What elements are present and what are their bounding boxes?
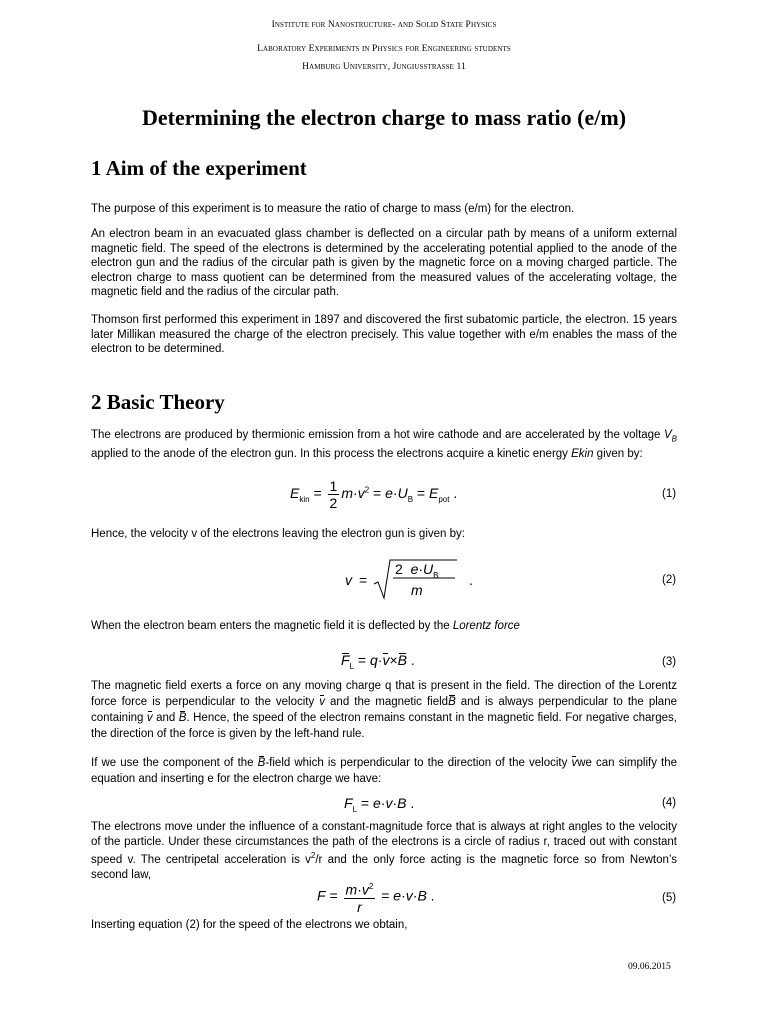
header-laboratory: Laboratory Experiments in Physics for Engineering students — [257, 44, 511, 54]
equation-5-number: (5) — [662, 892, 677, 904]
theory-paragraph-3: When the electron beam enters the magnetic field it is deflected by the Lorentz force — [91, 620, 520, 632]
aim-paragraph-3: Thomson first performed this experiment in 1897 and discovered the first subatomic particle, the electron. 15 years later Millikan measured the charge of the electron precisely. This value together with e/m enables the mass of the electron to be determined. — [91, 314, 677, 356]
equation-4: $F_L = e\cdot v\cdot B$ . — [344, 795, 415, 814]
equation-2-number: (2) — [662, 574, 677, 586]
section-1-heading: 1 Aim of the experiment — [91, 156, 307, 180]
equation-3-number: (3) — [662, 656, 677, 668]
header-institute: Institute for Nanostructure- and Solid State Physics — [271, 20, 497, 30]
equation-3: $F_L = q\cdot v\times B$ . — [341, 652, 415, 671]
aim-paragraph-1: The purpose of this experiment is to measure the ratio of charge to mass (e/m) for the electron. — [91, 203, 575, 215]
theory-paragraph-5: If we use the component of the B-field which is perpendicular to the direction of the velocity vwe can simplify the equation and inserting e for the electron charge we have: — [91, 757, 678, 785]
page-title: Determining the electron charge to mass ratio (e/m) — [141, 105, 627, 130]
theory-paragraph-2: Hence, the velocity v of the electrons leaving the electron gun is given by: — [91, 528, 465, 540]
theory-paragraph-1: The electrons are produced by thermionic emission from a hot wire cathode and are accelerated by the voltage $V_B$ applied to the anode of the electron gun. In this process the electrons acquire a kinetic energy Ekin given by: — [91, 429, 677, 460]
aim-paragraph-2: An electron beam in an evacuated glass chamber is deflected on a circular path by means of a uniform external magnetic field. The speed of the electrons is determined by the accelerating potential applied to the anode of the electron gun and the radius of the circular path is given by the magnetic force on a moving charged particle. The electron charge to mass quotient can be determined from the measured values of the accelerating voltage, the magnetic field and the radius of the circular path. — [91, 228, 677, 299]
equation-5: F = $\frac{m\cdot v^2}{r}$ = e·v·B . — [317, 879, 435, 915]
theory-paragraph-6: The electrons move under the influence of a constant-magnitude force that is always at right angles to the velocity of the particle. Under these circumstances the path of the electrons is a circle of radius r, traced out with constant speed v. The centripetal acceleration is $v^2/r$ and the only force acting is the magnetic force so from Newton’s second law, — [91, 821, 677, 881]
equation-4-number: (4) — [662, 797, 677, 809]
theory-paragraph-4: The magnetic field exerts a force on any moving charge q that is present in the field. The direction of the Lorentz force force is perpendicular to the velocity v and the magnetic fieldB and is always perpendicular to the plane containing v and B. Hence, the speed of the electron remains constant in the magnetic field. For negative charges, the direction of the force is given by the left-hand rule. — [91, 680, 677, 740]
footer-date: 09.06.2015 — [628, 962, 671, 972]
equation-1: $E_{kin}$ = $\frac{1}{2}$ $m\cdot v^2 = e\cdot U_B = E_{pot}$ . — [290, 478, 458, 511]
theory-paragraph-7: Inserting equation (2) for the speed of the electrons we obtain, — [91, 919, 408, 931]
header-address: Hamburg University, Jungiusstraße 11 — [302, 62, 466, 72]
equation-1-number: (1) — [662, 488, 677, 500]
section-2-heading: 2 Basic Theory — [91, 390, 225, 414]
